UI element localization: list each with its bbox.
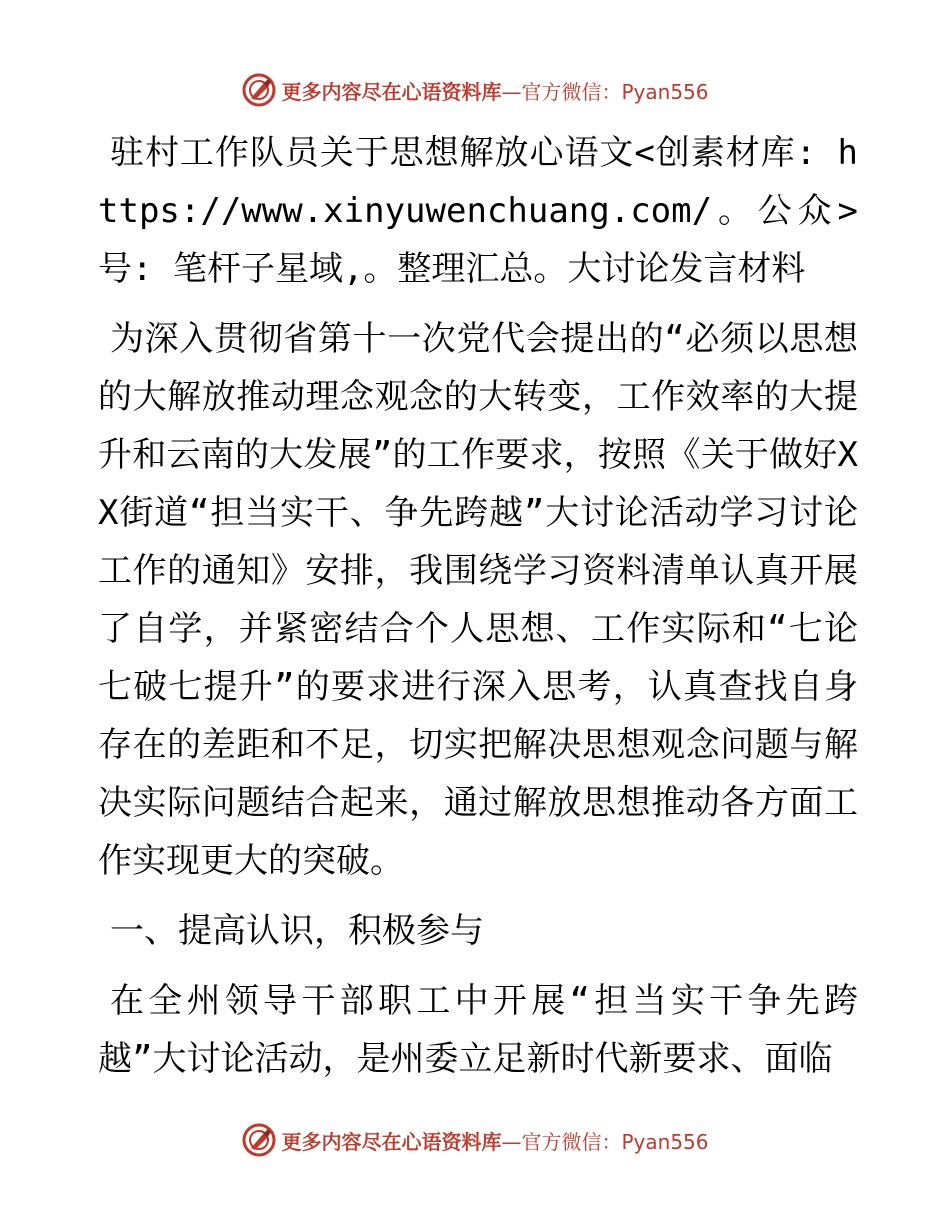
- header-banner[interactable]: [0, 70, 950, 110]
- footer-banner[interactable]: [0, 1120, 950, 1160]
- paragraph-2: 在全州领导干部职工中开展“担当实干争先跨越”大讨论活动，是州委立足新时代新要求、面临: [98, 981, 858, 1079]
- section-1-heading: 一、提高认识，积极参与: [110, 911, 484, 951]
- banner-dash: —: [501, 79, 522, 104]
- banner-main-text: 更多内容尽在心语资料库: [281, 79, 502, 104]
- pen-nib-circle-icon: [241, 72, 277, 108]
- paragraph-1: 为深入贯彻省第十一次党代会提出的“必须以思想的大解放推动理念观念的大转变，工作效率的大提升和云南的大发展”的工作要求，按照《关于做好XX街道“担当实干、争先跨越”大讨论活动学习讨论工作的通知》安排，我围绕学习资料清单认真开展了自学，并紧密结合个人思想、工作实际和“七论七破七提升”的要求进行深入思考，认真查找自身存在的差距和不足，切实把解决思想观念问题与解决实际问题结合起来，通过解放思想推动各方面工作实现更大的突破。: [98, 319, 858, 881]
- banner-wechat-id: Pyan556: [621, 79, 709, 104]
- document-body: [98, 124, 858, 1100]
- banner-official-label: 官方微信：: [521, 1129, 622, 1154]
- banner-main-text: 更多内容尽在心语资料库: [281, 1129, 502, 1154]
- document-title: 驻村工作队员关于思想解放心语文<创素材库: https://www.xinyuwenchuang.com/。公众>号: 笔杆子星域,。整理汇总。大讨论发言材料: [98, 133, 858, 289]
- banner-text: [281, 76, 708, 105]
- banner-dash: —: [501, 1129, 522, 1154]
- pen-nib-circle-icon: [241, 1122, 277, 1158]
- banner-wechat-id: Pyan556: [621, 1129, 709, 1154]
- banner-official-label: 官方微信：: [521, 79, 622, 104]
- banner-text: [281, 1126, 708, 1155]
